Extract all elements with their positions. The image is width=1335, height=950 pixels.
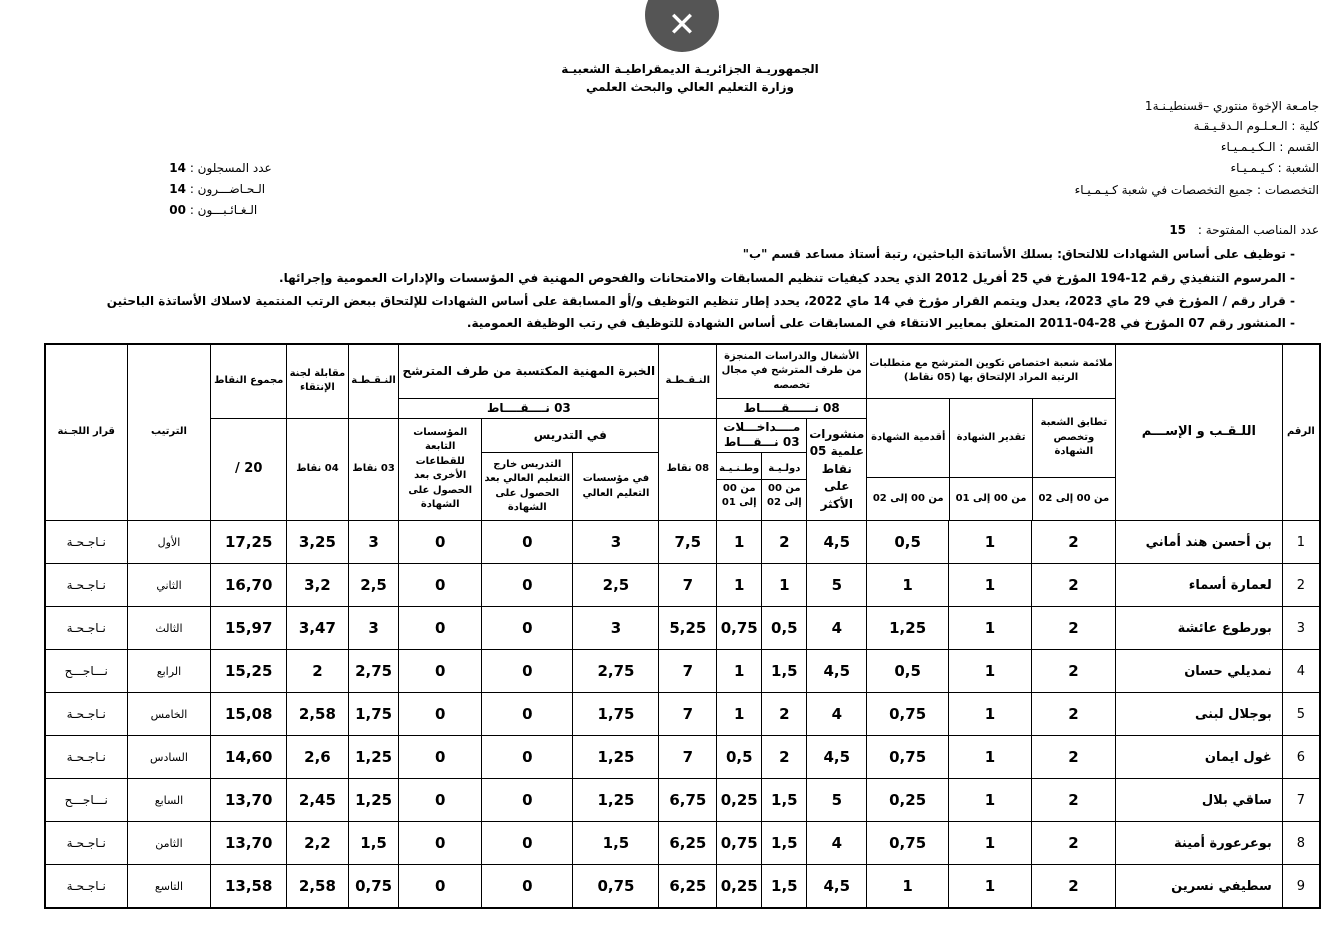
cell-senior: 0,75 <box>867 822 949 865</box>
cell-pt1: 5,25 <box>659 607 717 650</box>
cell-decision: نـاجـحـة <box>45 822 127 865</box>
cell-out-higher: 0 <box>482 779 573 822</box>
col-suitability: ملائمة شعبة اختصاص تكوين المترشح مع متطلبات الرتبة المراد الإلتحاق بها (05 نقاط) <box>867 344 1116 398</box>
cell-out-higher: 0 <box>482 736 573 779</box>
cell-match: 2 <box>1031 521 1115 564</box>
cell-n: 4 <box>1282 650 1320 693</box>
col-in-higher-ed: في مؤسسات التعليم العالي <box>573 453 659 521</box>
cell-n: 6 <box>1282 736 1320 779</box>
registered-count: عدد المسجلون : 14 <box>169 161 272 175</box>
cell-pt1: 7 <box>659 564 717 607</box>
cell-name: ساقي بلال <box>1115 779 1282 822</box>
cell-natl: 0,75 <box>717 607 762 650</box>
cell-rank: الثاني <box>127 564 211 607</box>
cell-pt2: 1,25 <box>348 779 398 822</box>
cell-name: بن أحسن هند أماني <box>1115 521 1282 564</box>
cell-grade: 1 <box>949 865 1032 909</box>
cell-senior: 0,25 <box>867 779 949 822</box>
col-out-higher-ed: التدريس خارج التعليم العالي بعد الحصول على الشهادة <box>482 453 573 521</box>
cell-other: 0 <box>399 607 482 650</box>
cell-pub: 4 <box>807 693 867 736</box>
cell-n: 2 <box>1282 564 1320 607</box>
cell-senior: 1 <box>867 865 949 909</box>
range-grade: من 00 إلى 01 <box>950 478 1033 520</box>
table-row <box>45 650 1320 693</box>
open-positions: عدد المناصب المفتوحة : 15 <box>1169 223 1319 237</box>
absent-count: الـغـائـبـــون : 00 <box>169 203 258 217</box>
republic-title: الجمهوريـة الجزائريـة الديمقراطيـة الشعبيـة <box>561 62 819 76</box>
experience-points: 03 نــــقــــاط <box>399 398 659 418</box>
cell-decision: نـــاجـــح <box>45 779 127 822</box>
table-row <box>45 736 1320 779</box>
cell-decision: نـاجـحـة <box>45 521 127 564</box>
cell-rank: السابع <box>127 779 211 822</box>
cell-total: 15,08 <box>211 693 287 736</box>
cell-match: 2 <box>1031 779 1115 822</box>
cell-senior: 1,25 <box>867 607 949 650</box>
cell-interview: 2,58 <box>286 693 348 736</box>
cell-grade: 1 <box>949 822 1032 865</box>
cell-interview: 2,2 <box>286 822 348 865</box>
cell-senior: 1 <box>867 564 949 607</box>
cell-total: 13,58 <box>211 865 287 909</box>
cell-out-higher: 0 <box>482 865 573 909</box>
cell-name: بوعرعورة أمينة <box>1115 822 1282 865</box>
cell-grade: 1 <box>949 607 1032 650</box>
cell-name: نمديلي حسان <box>1115 650 1282 693</box>
cell-pub: 4,5 <box>807 865 867 909</box>
cell-other: 0 <box>399 693 482 736</box>
cell-pt1: 7,5 <box>659 521 717 564</box>
interview-max: 04 نقاط <box>286 418 348 520</box>
cell-out-higher: 0 <box>482 607 573 650</box>
col-rank: الترتيب <box>127 344 211 521</box>
col-match: تطابق الشعبة وتخصص الشهادة <box>1032 399 1115 478</box>
cell-other: 0 <box>399 822 482 865</box>
cell-rank: الثالث <box>127 607 211 650</box>
cell-interview: 3,25 <box>286 521 348 564</box>
cell-natl: 1 <box>717 650 762 693</box>
cell-match: 2 <box>1031 736 1115 779</box>
close-icon: ✕ <box>667 5 697 45</box>
point2-max: 03 نقاط <box>348 418 398 520</box>
cell-intl: 1,5 <box>762 822 807 865</box>
cell-pub: 4,5 <box>807 521 867 564</box>
cell-pt1: 7 <box>659 736 717 779</box>
cell-interview: 2,6 <box>286 736 348 779</box>
cell-other: 0 <box>399 564 482 607</box>
cell-rank: الرابع <box>127 650 211 693</box>
cell-total: 16,70 <box>211 564 287 607</box>
present-count: الـحـاضـــرون : 14 <box>169 182 266 196</box>
cell-in-higher: 1,5 <box>573 822 659 865</box>
cell-intl: 0,5 <box>762 607 807 650</box>
cell-match: 2 <box>1031 564 1115 607</box>
cell-senior: 0,5 <box>867 521 949 564</box>
table-row <box>45 693 1320 736</box>
cell-in-higher: 3 <box>573 607 659 650</box>
cell-intl: 2 <box>762 521 807 564</box>
cell-n: 5 <box>1282 693 1320 736</box>
cell-n: 8 <box>1282 822 1320 865</box>
cell-total: 13,70 <box>211 779 287 822</box>
cell-intl: 1,5 <box>762 779 807 822</box>
cell-n: 3 <box>1282 607 1320 650</box>
cell-name: سطيفي نسرين <box>1115 865 1282 909</box>
cell-total: 13,70 <box>211 822 287 865</box>
table-row <box>45 822 1320 865</box>
col-international: دولـيـة من 00 إلى 02 <box>762 453 807 521</box>
cell-intl: 2 <box>762 736 807 779</box>
table-row <box>45 779 1320 822</box>
table-row <box>45 564 1320 607</box>
cell-grade: 1 <box>949 564 1032 607</box>
cell-match: 2 <box>1031 865 1115 909</box>
cell-in-higher: 0,75 <box>573 865 659 909</box>
col-teaching: في التدريس <box>482 418 659 452</box>
col-total: مجموع النقاط <box>211 344 287 418</box>
cell-pt1: 6,25 <box>659 822 717 865</box>
cell-rank: الثامن <box>127 822 211 865</box>
cell-pt1: 7 <box>659 693 717 736</box>
range-match: من 00 إلى 02 <box>1032 478 1115 520</box>
cell-interview: 2,45 <box>286 779 348 822</box>
table-row <box>45 521 1320 564</box>
cell-senior: 0,75 <box>867 693 949 736</box>
cell-decision: نـــاجـــح <box>45 650 127 693</box>
results-table <box>44 343 1321 909</box>
col-name: اللـقـب و الإســـم <box>1115 344 1282 521</box>
cell-out-higher: 0 <box>482 521 573 564</box>
cell-other: 0 <box>399 521 482 564</box>
cell-rank: السادس <box>127 736 211 779</box>
cell-grade: 1 <box>949 521 1032 564</box>
cell-in-higher: 1,75 <box>573 693 659 736</box>
col-grade: تقدير الشهادة <box>950 399 1033 478</box>
cell-senior: 0,5 <box>867 650 949 693</box>
cell-name: لعمارة أسماء <box>1115 564 1282 607</box>
cell-decision: نـاجـحـة <box>45 693 127 736</box>
cell-grade: 1 <box>949 736 1032 779</box>
cell-intl: 1,5 <box>762 865 807 909</box>
faculty-line: كلية : الـعـلـوم الـدقـيـقـة <box>1193 119 1319 133</box>
cell-pt2: 3 <box>348 607 398 650</box>
col-publications: منشورات علمية 05 نقاط على الأكثر <box>807 418 867 520</box>
cell-in-higher: 3 <box>573 521 659 564</box>
cell-decision: نـاجـحـة <box>45 865 127 909</box>
cell-intl: 1 <box>762 564 807 607</box>
cell-interview: 2 <box>286 650 348 693</box>
cell-natl: 0,25 <box>717 779 762 822</box>
paragraph-3: - قرار رقم / المؤرخ في 29 ماي 2023، يعدل ويتمم القرار مؤرخ في 14 ماي 2022، يحدد إطار تنظيم التوظيف و/أو المسابقة على أساس الشهادات للإلتحاق ببعض الرتب المنتمية لاسلاك الأساتذة الباحثين <box>106 294 1295 308</box>
table-row <box>45 607 1320 650</box>
cell-other: 0 <box>399 779 482 822</box>
cell-pub: 5 <box>807 564 867 607</box>
cell-grade: 1 <box>949 779 1032 822</box>
cell-out-higher: 0 <box>482 650 573 693</box>
col-point1: النـقـطـة <box>659 344 717 418</box>
cell-rank: التاسع <box>127 865 211 909</box>
cell-interview: 2,58 <box>286 865 348 909</box>
cell-pub: 4,5 <box>807 736 867 779</box>
cell-interview: 3,47 <box>286 607 348 650</box>
cell-natl: 0,5 <box>717 736 762 779</box>
cell-out-higher: 0 <box>482 564 573 607</box>
col-seniority: أقدمية الشهادة <box>871 431 946 443</box>
cell-grade: 1 <box>949 650 1032 693</box>
col-other-institutions: المؤسسات التابعة للقطاعات الأخرى بعد الحصول على الشهادة <box>399 418 482 520</box>
paragraph-4: - المنشور رقم 07 المؤرخ في 28-04-2011 المتعلق بمعايير الانتقاء في المسابقات على أساس الشهادة للتوظيف في رتب الوظيفة العمومية. <box>466 316 1295 330</box>
cell-natl: 1 <box>717 693 762 736</box>
col-national: وطـنـيـة من 00 إلى 01 <box>717 453 762 521</box>
cell-pt2: 1,25 <box>348 736 398 779</box>
cell-match: 2 <box>1031 650 1115 693</box>
cell-pub: 4 <box>807 607 867 650</box>
range-seniority: من 00 إلى 02 <box>867 478 950 520</box>
cell-decision: نـاجـحـة <box>45 607 127 650</box>
cell-out-higher: 0 <box>482 822 573 865</box>
university-line: جامـعة الإخوة منتوري –قسنطيـنـة1 <box>1144 99 1319 113</box>
cell-name: بورطوع عائشة <box>1115 607 1282 650</box>
cell-pub: 4,5 <box>807 650 867 693</box>
cell-pub: 4 <box>807 822 867 865</box>
cell-total: 15,97 <box>211 607 287 650</box>
col-num: الرقم <box>1282 344 1320 521</box>
cell-grade: 1 <box>949 693 1032 736</box>
cell-interview: 3,2 <box>286 564 348 607</box>
cell-other: 0 <box>399 865 482 909</box>
cell-pt1: 7 <box>659 650 717 693</box>
total-max: 20 / <box>211 418 287 520</box>
cell-in-higher: 1,25 <box>573 779 659 822</box>
cell-total: 14,60 <box>211 736 287 779</box>
cell-pt2: 1,5 <box>348 822 398 865</box>
cell-out-higher: 0 <box>482 693 573 736</box>
cell-decision: نـاجـحـة <box>45 564 127 607</box>
table-row <box>45 865 1320 909</box>
cell-n: 7 <box>1282 779 1320 822</box>
cell-intl: 1,5 <box>762 650 807 693</box>
cell-natl: 0,75 <box>717 822 762 865</box>
cell-name: غول ايمان <box>1115 736 1282 779</box>
cell-intl: 2 <box>762 693 807 736</box>
department-line: القسم : الـكـيـمـيـاء <box>1220 140 1319 154</box>
cell-n: 1 <box>1282 521 1320 564</box>
cell-rank: الأول <box>127 521 211 564</box>
cell-pub: 5 <box>807 779 867 822</box>
col-works: الأشغال والدراسات المنجزة من طرف المترشح في مجال تخصصه <box>717 344 867 398</box>
paragraph-1: - توظيف على أساس الشهادات للالتحاق: بسلك الأساتذة الباحثين، رتبة أستاذ مساعد قسم "ب" <box>742 247 1295 261</box>
cell-rank: الخامس <box>127 693 211 736</box>
cell-natl: 1 <box>717 564 762 607</box>
paragraph-2: - المرسوم التنفيذي رقم 12-194 المؤرخ في 25 أفريل 2012 الذي يحدد كيفيات تنظيم المسابقات والامتحانات والفحوص المهنية في المؤسسات والإدارات العمومية وإجرائها. <box>279 271 1295 285</box>
cell-match: 2 <box>1031 693 1115 736</box>
cell-n: 9 <box>1282 865 1320 909</box>
cell-senior: 0,75 <box>867 736 949 779</box>
cell-in-higher: 2,75 <box>573 650 659 693</box>
cell-natl: 0,25 <box>717 865 762 909</box>
cell-pt2: 3 <box>348 521 398 564</box>
specialties-line: التخصصات : جميع التخصصات في شعبة كـيـمـيـاء <box>1074 183 1319 197</box>
branch-line: الشعبة : كـيـمـيـاء <box>1230 161 1319 175</box>
cell-other: 0 <box>399 650 482 693</box>
cell-pt2: 1,75 <box>348 693 398 736</box>
cell-total: 17,25 <box>211 521 287 564</box>
cell-pt2: 2,75 <box>348 650 398 693</box>
point1-max: 08 نقاط <box>659 418 717 520</box>
cell-natl: 1 <box>717 521 762 564</box>
col-decision: قرار اللجـنة <box>45 344 127 521</box>
cell-match: 2 <box>1031 822 1115 865</box>
cell-total: 15,25 <box>211 650 287 693</box>
cell-pt2: 0,75 <box>348 865 398 909</box>
cell-in-higher: 1,25 <box>573 736 659 779</box>
works-points: 08 نــــــقـــــاط <box>717 398 867 418</box>
cell-name: بوجلال لبنى <box>1115 693 1282 736</box>
cell-pt1: 6,75 <box>659 779 717 822</box>
col-point2: النـقـطـة <box>348 344 398 418</box>
cell-match: 2 <box>1031 607 1115 650</box>
col-interview: مقابلة لجنة الإنتقاء <box>286 344 348 418</box>
cell-pt2: 2,5 <box>348 564 398 607</box>
col-interventions: مــــداخـــلات 03 نـــقـــاط <box>717 418 807 452</box>
close-button[interactable] <box>645 0 719 52</box>
col-experience: الخبرة المهنية المكتسبة من طرف المترشح <box>399 344 659 398</box>
cell-in-higher: 2,5 <box>573 564 659 607</box>
ministry-title: وزارة التعليم العالي والبحث العلمي <box>585 80 795 94</box>
cell-pt1: 6,25 <box>659 865 717 909</box>
cell-decision: نـاجـحـة <box>45 736 127 779</box>
cell-other: 0 <box>399 736 482 779</box>
